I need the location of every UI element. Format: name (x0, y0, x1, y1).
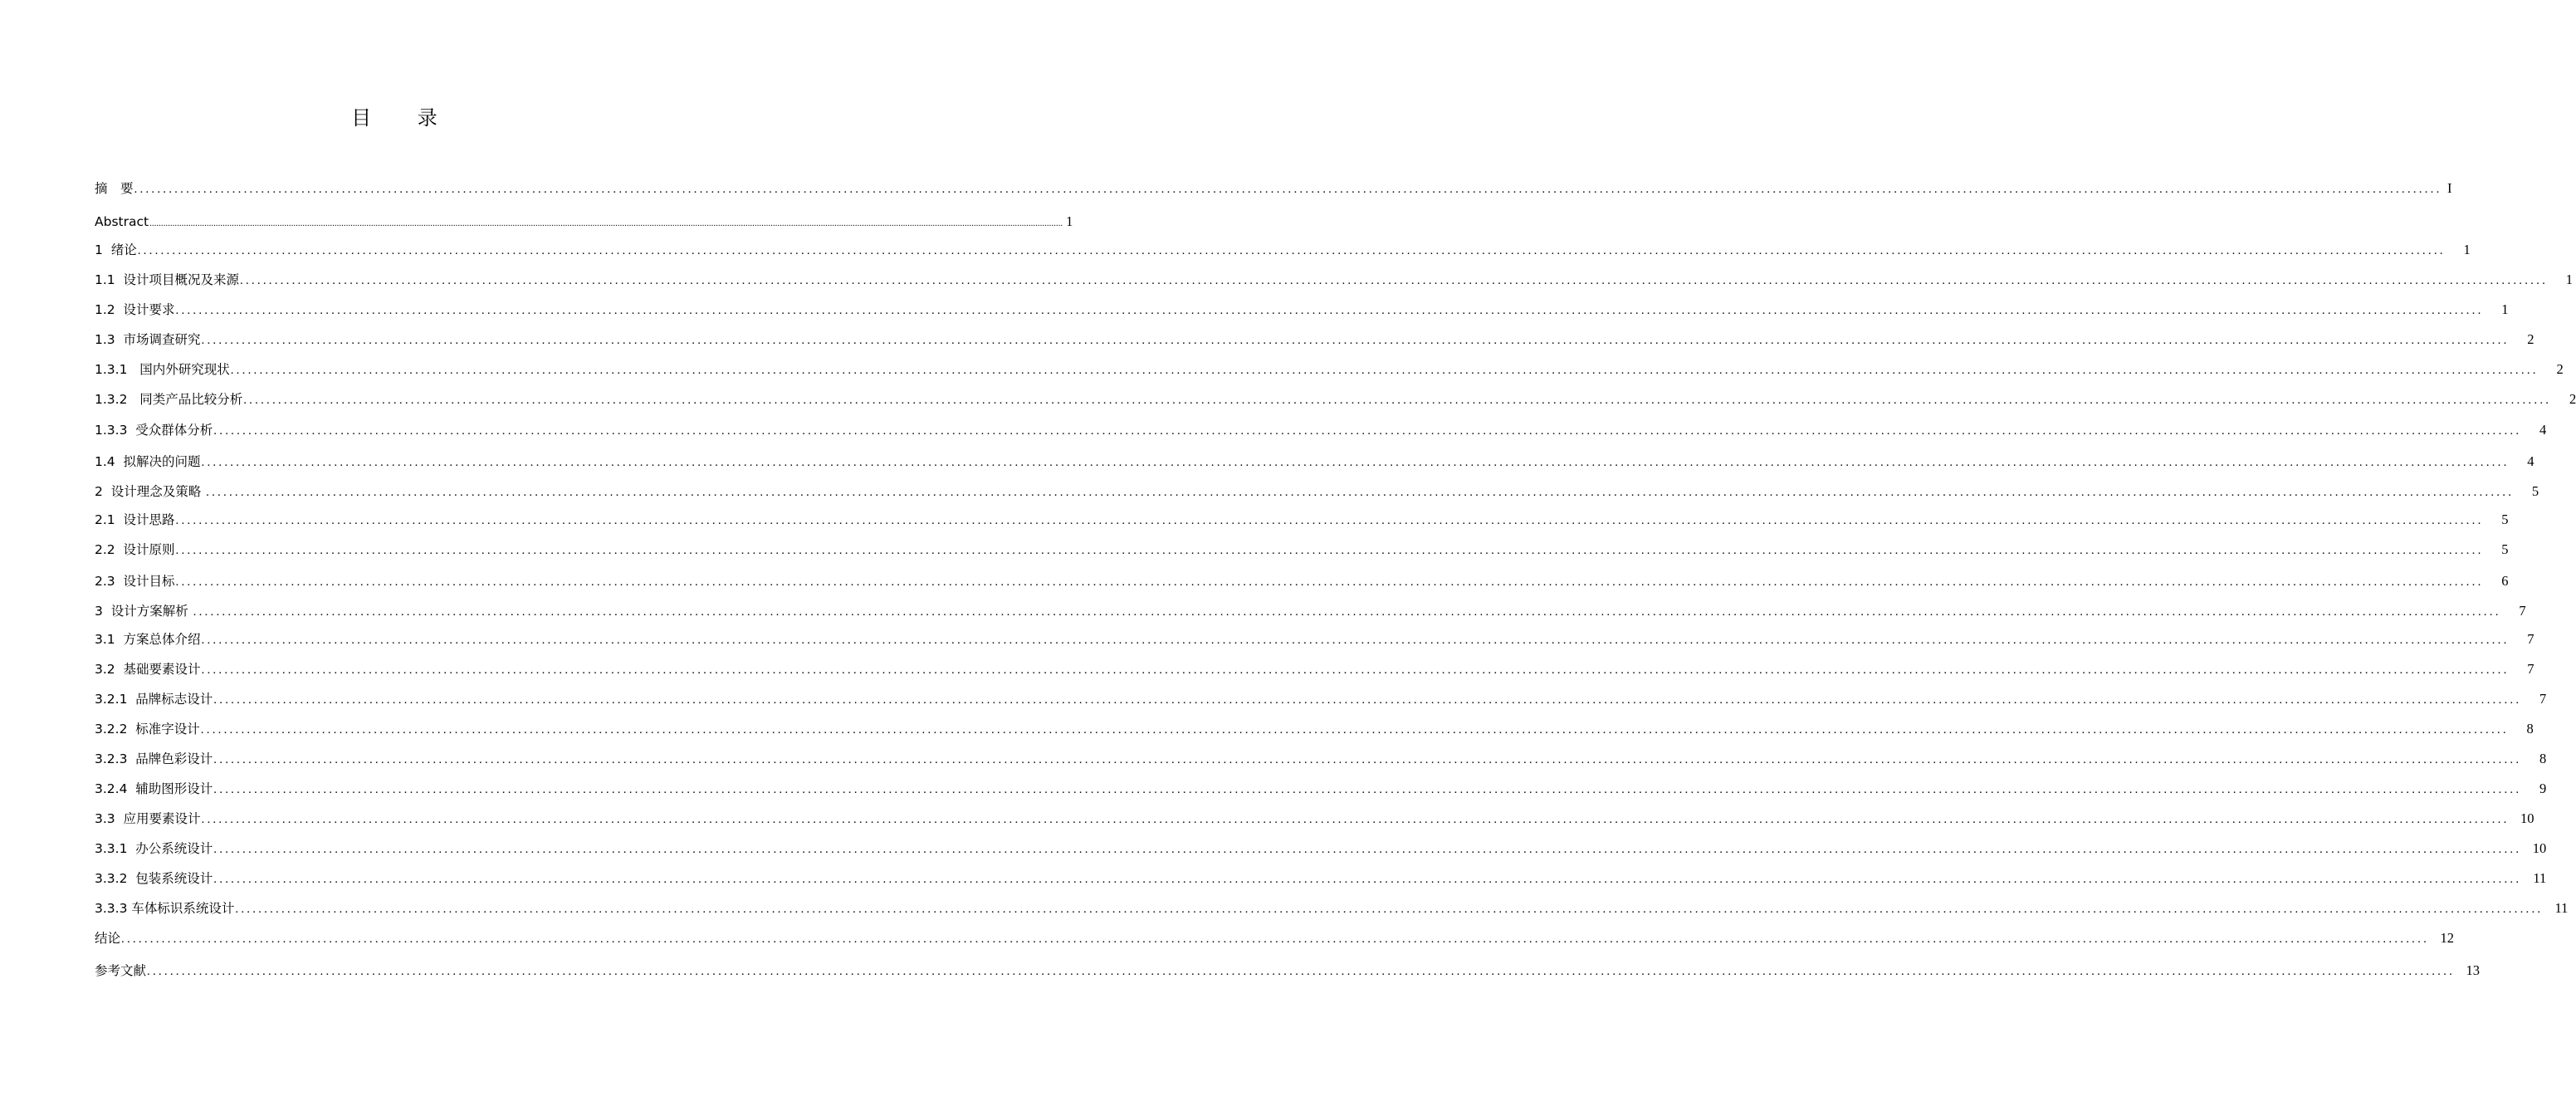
toc-entry-label: 1 绪论 (95, 242, 137, 257)
toc-entry-label: 参考文献 (95, 963, 147, 978)
toc-entry-label: Abstract (95, 214, 149, 229)
toc-entry-page-number: 2 (2527, 331, 2534, 347)
toc-entry[interactable] (95, 928, 2455, 948)
toc-dot-leader: ................................................................................................................................................................................................................................................................................................................................................................................................................ (175, 304, 2484, 317)
toc-entry-page-number: 7 (2539, 691, 2547, 707)
toc-entry[interactable] (95, 270, 2574, 290)
toc-entry[interactable] (95, 749, 2547, 769)
toc-entry-label: 结论 (95, 931, 121, 946)
toc-dot-leader: ................................................................................................................................................................................................................................................................................................................................................................................................................ (201, 813, 2510, 826)
toc-dot-leader: ................................................................................................................................................................................................................................................................................................................................................................................................................ (175, 514, 2484, 527)
toc-dot-leader: ................................................................................................................................................................................................................................................................................................................................................................................................................ (230, 364, 2539, 377)
toc-entry[interactable] (95, 869, 2547, 888)
toc-entry-label: 2.1 设计思路 (95, 512, 175, 527)
toc-entry-label: 2 设计理念及策略 (95, 484, 206, 499)
toc-entry-page-number: 8 (2526, 721, 2534, 737)
toc-entry-label: 1.4 拟解决的问题 (95, 454, 201, 469)
toc-entry-page-number: 9 (2539, 781, 2547, 796)
page-title: 目 录 (351, 106, 457, 130)
toc-dot-leader: ................................................................................................................................................................................................................................................................................................................................................................................................................ (213, 873, 2522, 886)
toc-entry[interactable] (95, 420, 2547, 440)
toc-entry[interactable] (95, 659, 2534, 679)
toc-dot-leader: ................................................................................................................................................................................................................................................................................................................................................................................................................ (201, 663, 2510, 677)
toc-entry-page-number: 1 (1066, 213, 1073, 229)
toc-entry-page-number: 13 (2466, 962, 2481, 978)
toc-entry-page-number: 11 (2554, 900, 2569, 916)
toc-dot-leader: ................................................................................................................................................................................................................................................................................................................................................................................................................ (193, 605, 2501, 619)
toc-entry[interactable] (95, 212, 1073, 232)
toc-entry[interactable] (95, 330, 2534, 350)
toc-entry[interactable] (95, 779, 2547, 799)
toc-entry-label: 摘 要 (95, 181, 134, 196)
toc-entry-page-number: 2 (2556, 361, 2564, 377)
toc-entry-label: 1.2 设计要求 (95, 302, 175, 317)
toc-entry-page-number: 7 (2527, 631, 2534, 647)
toc-entry[interactable] (95, 360, 2564, 379)
toc-entry[interactable] (95, 961, 2481, 981)
toc-entry-label: 3.2 基础要素设计 (95, 662, 201, 677)
toc-entry-page-number: 6 (2501, 573, 2509, 589)
toc-entry[interactable] (95, 179, 2452, 198)
toc-dot-leader: ................................................................................................................................................................................................................................................................................................................................................................................................................ (149, 218, 1063, 228)
toc-entry-label: 3.2.4 辅助图形设计 (95, 781, 213, 796)
toc-entry-label: 3.3.3 车体标识系统设计 (95, 901, 235, 916)
toc-entry-page-number: 1 (2463, 242, 2471, 257)
toc-entry-page-number: 8 (2539, 751, 2547, 766)
toc-entry[interactable] (95, 898, 2569, 918)
toc-entry[interactable] (95, 510, 2509, 530)
toc-entry-label: 2.3 设计目标 (95, 574, 175, 589)
toc-dot-leader: ................................................................................................................................................................................................................................................................................................................................................................................................................ (200, 723, 2509, 737)
toc-entry-page-number: 12 (2440, 930, 2455, 946)
toc-entry-label: 3.2.2 标准字设计 (95, 722, 200, 737)
toc-entry-page-number: 1 (2501, 301, 2509, 317)
toc-dot-leader: ................................................................................................................................................................................................................................................................................................................................................................................................................ (201, 634, 2510, 647)
toc-entry-label: 1.3.3 受众群体分析 (95, 423, 213, 438)
toc-entry-label: 2.2 设计原则 (95, 542, 175, 557)
toc-dot-leader: ................................................................................................................................................................................................................................................................................................................................................................................................................ (137, 244, 2446, 257)
toc-entry-page-number: 4 (2539, 422, 2547, 438)
toc-entry[interactable] (95, 839, 2547, 859)
toc-dot-leader: ................................................................................................................................................................................................................................................................................................................................................................................................................ (134, 183, 2442, 196)
toc-entry-label: 1.3.2 同类产品比较分析 (95, 392, 243, 407)
toc-dot-leader: ................................................................................................................................................................................................................................................................................................................................................................................................................ (175, 544, 2484, 557)
toc-dot-leader: ................................................................................................................................................................................................................................................................................................................................................................................................................ (206, 486, 2515, 499)
toc-dot-leader: ................................................................................................................................................................................................................................................................................................................................................................................................................ (147, 965, 2456, 978)
toc-entry-label: 3.1 方案总体介绍 (95, 632, 201, 647)
toc-dot-leader: ................................................................................................................................................................................................................................................................................................................................................................................................................ (175, 575, 2484, 589)
toc-dot-leader: ................................................................................................................................................................................................................................................................................................................................................................................................................ (243, 394, 2552, 407)
toc-entry-page-number: 5 (2501, 512, 2509, 527)
toc-dot-leader: ................................................................................................................................................................................................................................................................................................................................................................................................................ (240, 274, 2549, 287)
toc-entry[interactable] (95, 482, 2539, 502)
toc-entry-page-number: 10 (2520, 810, 2534, 826)
toc-entry[interactable] (95, 689, 2547, 709)
toc-entry-page-number: 11 (2533, 870, 2547, 886)
toc-entry[interactable] (95, 240, 2471, 260)
toc-entry-page-number: 7 (2527, 661, 2534, 677)
toc-dot-leader: ................................................................................................................................................................................................................................................................................................................................................................................................................ (121, 932, 2430, 946)
toc-entry-label: 3.2.1 品牌标志设计 (95, 692, 213, 707)
toc-entry-page-number: 10 (2532, 840, 2547, 856)
toc-dot-leader: ................................................................................................................................................................................................................................................................................................................................................................................................................ (235, 903, 2544, 916)
toc-entry[interactable] (95, 300, 2509, 320)
toc-dot-leader: ................................................................................................................................................................................................................................................................................................................................................................................................................ (213, 424, 2522, 438)
toc-entry-label: 3.2.3 品牌色彩设计 (95, 751, 213, 766)
toc-entry[interactable] (95, 571, 2509, 591)
toc-entry-page-number: 2 (2569, 391, 2576, 407)
toc-dot-leader: ................................................................................................................................................................................................................................................................................................................................................................................................................ (201, 456, 2510, 469)
toc-entry-page-number: 5 (2531, 483, 2539, 499)
toc-entry-page-number: 5 (2501, 541, 2509, 557)
toc-entry[interactable] (95, 629, 2534, 649)
toc-dot-leader: ................................................................................................................................................................................................................................................................................................................................................................................................................ (213, 753, 2522, 766)
toc-entry[interactable] (95, 719, 2534, 739)
toc-dot-leader: ................................................................................................................................................................................................................................................................................................................................................................................................................ (201, 334, 2510, 347)
toc-entry-page-number: 4 (2527, 453, 2534, 469)
toc-entry-label: 3 设计方案解析 (95, 604, 193, 619)
toc-entry-label: 1.1 设计项目概况及来源 (95, 272, 240, 287)
toc-entry[interactable] (95, 389, 2576, 409)
toc-entry-label: 3.3.1 办公系统设计 (95, 841, 213, 856)
toc-dot-leader: ................................................................................................................................................................................................................................................................................................................................................................................................................ (213, 843, 2522, 856)
toc-entry-label: 1.3 市场调查研究 (95, 332, 201, 347)
toc-entry-label: 1.3.1 国内外研究现状 (95, 362, 230, 377)
toc-entry-page-number: 7 (2519, 603, 2526, 619)
toc-dot-leader: ................................................................................................................................................................................................................................................................................................................................................................................................................ (213, 783, 2522, 796)
toc-entry-label: 3.3 应用要素设计 (95, 811, 201, 826)
toc-entry[interactable] (95, 601, 2526, 621)
toc-entry[interactable] (95, 809, 2534, 829)
toc-entry-page-number: I (2447, 180, 2452, 196)
toc-entry[interactable] (95, 452, 2534, 472)
toc-dot-leader: ................................................................................................................................................................................................................................................................................................................................................................................................................ (213, 693, 2522, 707)
toc-entry-page-number: 1 (2565, 272, 2574, 287)
toc-entry-label: 3.3.2 包装系统设计 (95, 871, 213, 886)
toc-entry[interactable] (95, 540, 2509, 560)
